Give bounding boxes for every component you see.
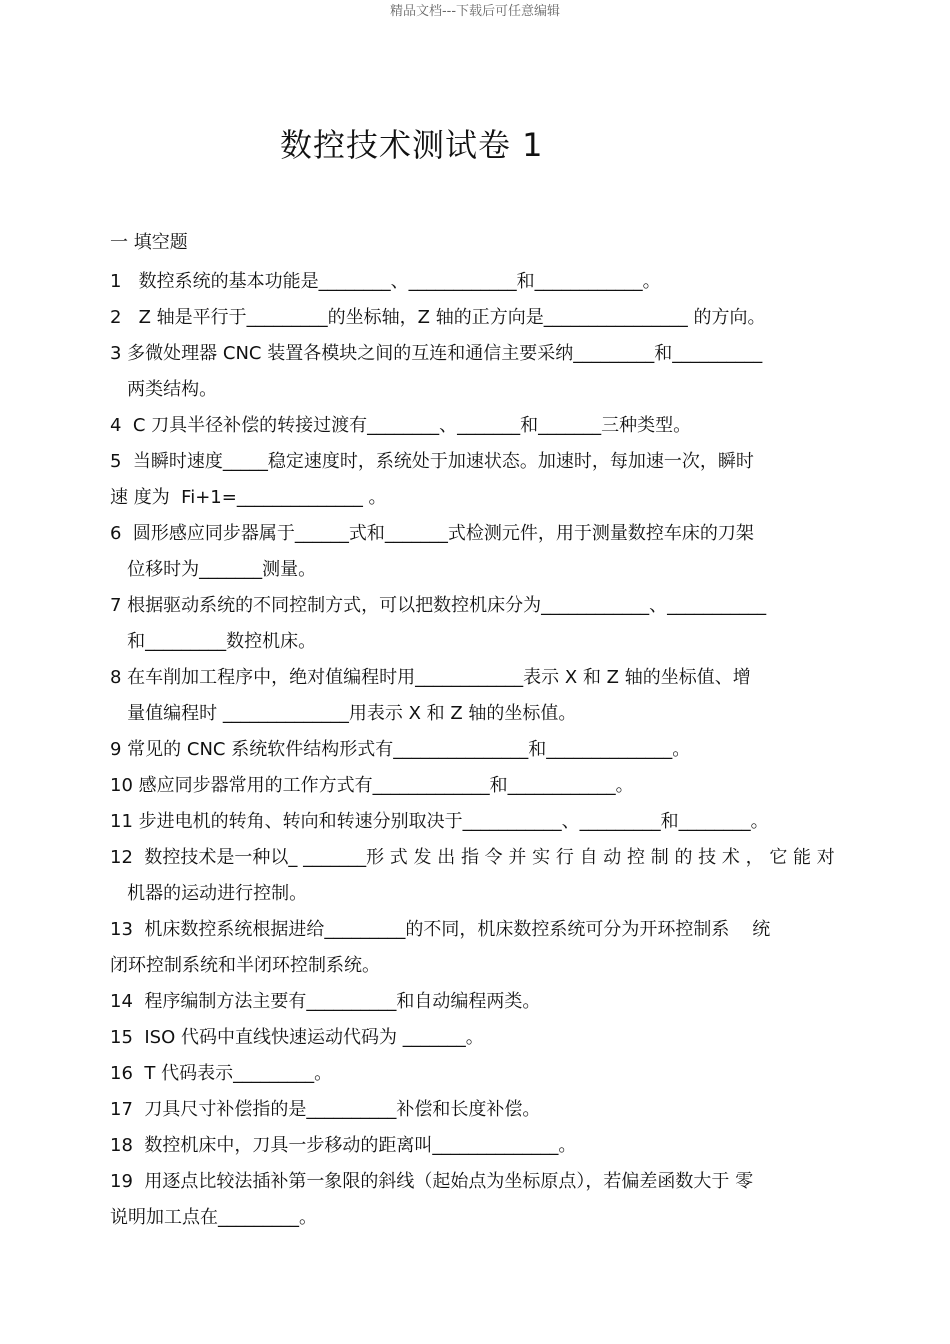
question-line: 14 程序编制方法主要有__________和自动编程两类。 bbox=[110, 991, 541, 1012]
question-line: 13 机床数控系统根据进给_________的不同，机床数控系统可分为开环控制系 统 bbox=[110, 919, 771, 940]
section-heading: 一 填空题 bbox=[110, 232, 188, 253]
question-line: 15 ISO 代码中直线快速运动代码为 _______。 bbox=[110, 1027, 484, 1048]
question-line: 6 圆形感应同步器属于______式和_______式检测元件，用于测量数控车床的刀架 bbox=[110, 523, 754, 544]
question-line: 说明加工点在_________。 bbox=[110, 1207, 317, 1228]
question-line: 10 感应同步器常用的工作方式有_____________和____________。 bbox=[110, 775, 634, 796]
question-line: 位移时为_______测量。 bbox=[110, 559, 317, 580]
question-line: 18 数控机床中，刀具一步移动的距离叫______________。 bbox=[110, 1135, 577, 1156]
question-line: 16 T 代码表示_________。 bbox=[110, 1063, 333, 1084]
question-line: 7 根据驱动系统的不同控制方式，可以把数控机床分为____________、___________ bbox=[110, 595, 767, 616]
question-line: 2 Z 轴是平行于_________的坐标轴，Z 轴的正方向是________________ 的方向。 bbox=[110, 307, 766, 328]
question-line: 8 在车削加工程序中，绝对值编程时用____________表示 X 和 Z 轴的坐标值、增 bbox=[110, 667, 751, 688]
question-line: 量值编程时 ______________用表示 X 和 Z 轴的坐标值。 bbox=[110, 703, 577, 724]
question-line: 闭环控制系统和半闭环控制系统。 bbox=[110, 955, 380, 976]
question-line: 11 步进电机的转角、转向和转速分别取决于___________、_________和________。 bbox=[110, 811, 769, 832]
question-line: 和_________数控机床。 bbox=[110, 631, 317, 652]
question-line: 1 数控系统的基本功能是________、____________和____________。 bbox=[110, 271, 661, 292]
page-title: 数控技术测试卷 1 bbox=[280, 126, 544, 164]
question-line: 速 度为 Fi+1=______________ 。 bbox=[110, 487, 387, 508]
question-line: 17 刀具尺寸补偿指的是__________补偿和长度补偿。 bbox=[110, 1099, 541, 1120]
question-line: 机器的运动进行控制。 bbox=[110, 883, 308, 904]
question-line: 两类结构。 bbox=[110, 379, 218, 400]
question-line: 5 当瞬时速度_____稳定速度时，系统处于加速状态。加速时，每加速一次，瞬时 bbox=[110, 451, 754, 472]
question-line: 3 多微处理器 CNC 装置各模块之间的互连和通信主要采纳_________和__________ bbox=[110, 343, 763, 364]
page-header: 精品文档---下载后可任意编辑 bbox=[389, 4, 561, 19]
question-line: 12 数控技术是一种以_ _______形 式 发 出 指 令 并 实 行 自 动 控 制 的 技 术 ， 它 能 对 bbox=[110, 847, 835, 868]
question-line: 19 用逐点比较法插补第一象限的斜线（起始点为坐标原点），若偏差函数大于 零 bbox=[110, 1171, 754, 1192]
question-line: 4 C 刀具半径补偿的转接过渡有________、_______和_______三种类型。 bbox=[110, 415, 692, 436]
question-line: 9 常见的 CNC 系统软件结构形式有_______________和______________。 bbox=[110, 739, 691, 760]
